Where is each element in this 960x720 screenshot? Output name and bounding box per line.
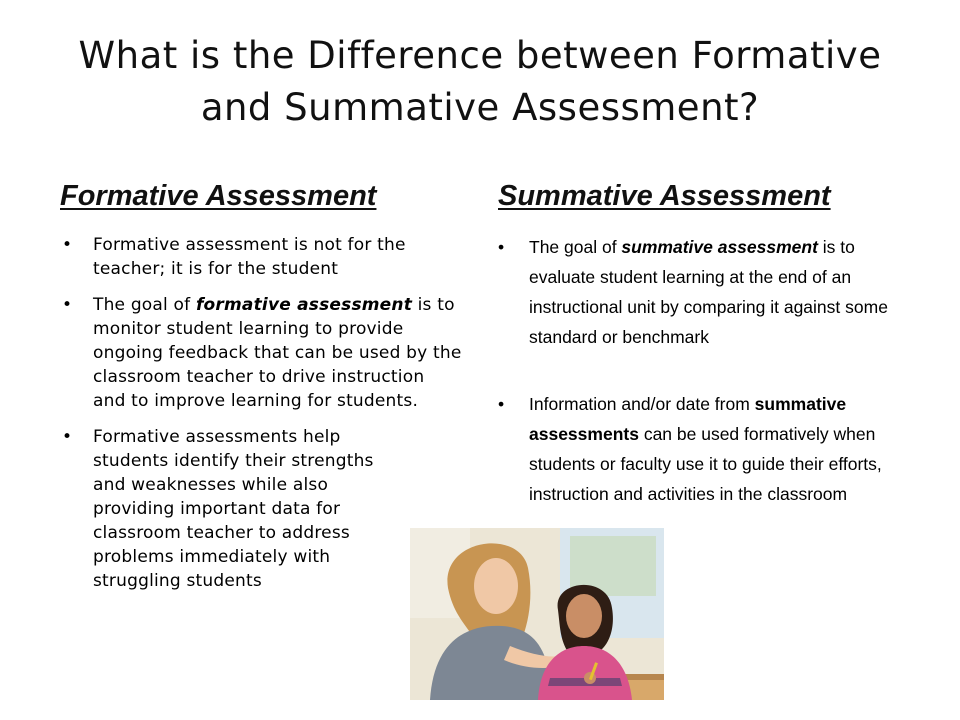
photo-illustration <box>410 528 664 700</box>
slide-title: What is the Difference between Formative and Summative Assessment? <box>78 34 882 129</box>
bullet-text-end: is to monitor student learning to provide ongoing feedback that can be used by the classroom teacher to drive instruction and to improve learning for students. <box>93 295 462 411</box>
bullet-text-end: can be used formatively when students or faculty use it to guide their efforts, instruction and activities in the classroom <box>529 424 882 504</box>
teacher-and-student-photo <box>410 528 664 700</box>
bullet-strong: summative assessments <box>529 394 847 444</box>
bullet-text-end: is to evaluate student learning at the end of an instructional unit by comparing it against some standard or benchmark <box>529 237 888 347</box>
summative-bullet-list <box>498 232 918 509</box>
summative-heading: Summative Assessment <box>498 180 831 212</box>
formative-bullet-list <box>62 233 462 605</box>
bullet-text-start: The goal of <box>529 237 622 257</box>
bullet-text: Formative assessment is not for the teacher; it is for the student <box>93 235 406 279</box>
bullet-text-start: The goal of <box>93 295 196 315</box>
bullet-emphasis: formative assessment <box>195 295 413 315</box>
formative-bullet-2 <box>62 293 462 413</box>
formative-heading: Formative Assessment <box>60 180 377 212</box>
summative-bullet-2 <box>498 389 918 509</box>
formative-bullet-1 <box>62 233 462 281</box>
bullet-emphasis: summative assessment <box>621 237 818 257</box>
formative-bullet-3 <box>62 425 462 593</box>
summative-bullet-1 <box>498 232 918 352</box>
bullet-text: Formative assessments help students identify their strengths and weaknesses while also providing important data for classroom teacher to address problems immediately with struggling students <box>93 427 374 591</box>
bullet-text-start: Information and/or date from <box>529 394 755 414</box>
